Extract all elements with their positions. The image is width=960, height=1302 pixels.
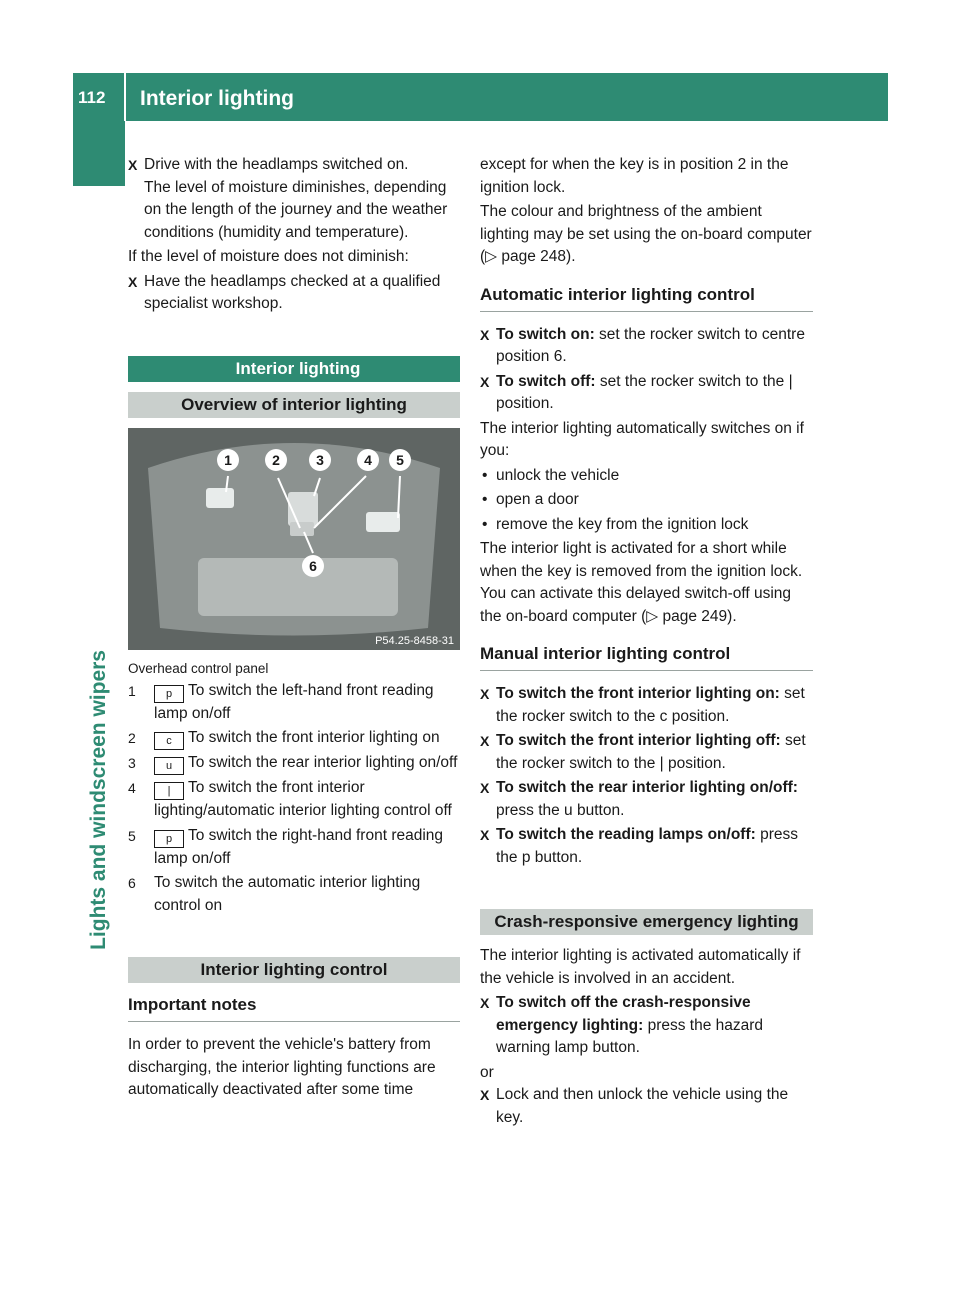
auto-intro: The interior lighting automatically switches on if you: [480,419,804,459]
step-drive: X Drive with the headlamps switched on. The level of moisture diminishes, depending on the length of the journey and the weather conditions (humidity and temperature). [128,154,460,244]
figure-code: P54.25-8458-31 [375,634,454,647]
header-divider [124,73,126,121]
step-manual: X To switch the rear interior lighting on/off: press the u button. [480,777,813,822]
section-overview: Overview of interior lighting [128,392,460,418]
side-tab-block [73,121,125,186]
light-off-icon: | [154,782,184,800]
legend-item: 3 u To switch the rear interior lighting on/off [128,752,460,775]
subhead-automatic: Automatic interior lighting control [480,283,813,312]
overhead-panel-illustration [128,428,460,650]
step-crash-off: X To switch off the crash-responsive emergency lighting: press the hazard warning lamp button. [480,992,813,1060]
list-item: • remove the key from the ignition lock [480,514,813,537]
legend-item: 5 p To switch the right-hand front reading lamp on/off [128,826,444,867]
step-manual: X To switch the front interior lighting off: set the rocker switch to the | position. [480,730,813,775]
callout-2: 2 [272,451,280,468]
continued-text: except for when the key is in position 2 in the ignition lock. [480,156,789,196]
step-manual: X To switch the reading lamps on/off: press the p button. [480,824,813,869]
page-number: 112 [78,88,106,107]
step-lock-unlock: X Lock and then unlock the vehicle using the key. [480,1084,813,1129]
condition-text: If the level of moisture does not diminish: [128,248,409,265]
reading-lamp-icon: p [154,685,184,703]
notes-text: In order to prevent the vehicle's battery from discharging, the interior lighting functions are automatically deactivated after some time [128,1036,436,1098]
reading-lamp-icon: p [154,830,184,848]
rear-light-icon: u [154,757,184,775]
side-tab-label: Lights and windscreen wipers [87,650,110,950]
or-text: or [480,1063,494,1081]
legend-item: 2 c To switch the front interior lighting on [128,727,460,750]
ambient-text: The colour and brightness of the ambient lighting may be set using the on-board computer (▷ page 248). [480,203,812,265]
step-auto-on: X To switch on: set the rocker switch to centre position 6. [480,324,813,369]
step-auto-off: X To switch off: set the rocker switch to the | position. [480,371,813,416]
auto-delay-text: The interior light is activated for a short while when the key is removed from the ignition lock. You can activate this delayed switch-off using the on-board computer (▷ page 249). [480,540,803,625]
front-light-on-icon: c [154,732,184,750]
overhead-panel-figure [128,428,460,650]
left-column [128,154,460,1102]
step-manual: X To switch the front interior lighting on: set the rocker switch to the c position. [480,683,813,728]
callout-3: 3 [316,451,324,468]
step-workshop: X Have the headlamps checked at a qualified specialist workshop. [128,271,460,316]
section-interior-lighting: Interior lighting [128,356,460,382]
crash-text: The interior lighting is activated automatically if the vehicle is involved in an accident. [480,947,801,987]
callout-1: 1 [224,451,232,468]
page-title: Interior lighting [140,87,294,110]
list-item: • open a door [480,489,813,512]
figure-caption: Overhead control panel [128,660,269,676]
subhead-manual: Manual interior lighting control [480,642,813,671]
legend-item: 1 p To switch the left-hand front reading lamp on/off [128,681,434,722]
callout-5: 5 [396,451,404,468]
legend-list [128,680,460,918]
section-crash: Crash-responsive emergency lighting [480,909,813,935]
subhead-important-notes: Important notes [128,993,460,1022]
legend-item: 6 To switch the automatic interior lighting control on [128,874,421,914]
list-item: • unlock the vehicle [480,465,813,488]
legend-item: 4 | To switch the front interior lighting/automatic interior lighting control off [128,779,452,819]
right-column [480,154,813,1129]
callout-6: 6 [309,557,317,574]
section-control: Interior lighting control [128,957,460,983]
callout-4: 4 [364,451,372,468]
